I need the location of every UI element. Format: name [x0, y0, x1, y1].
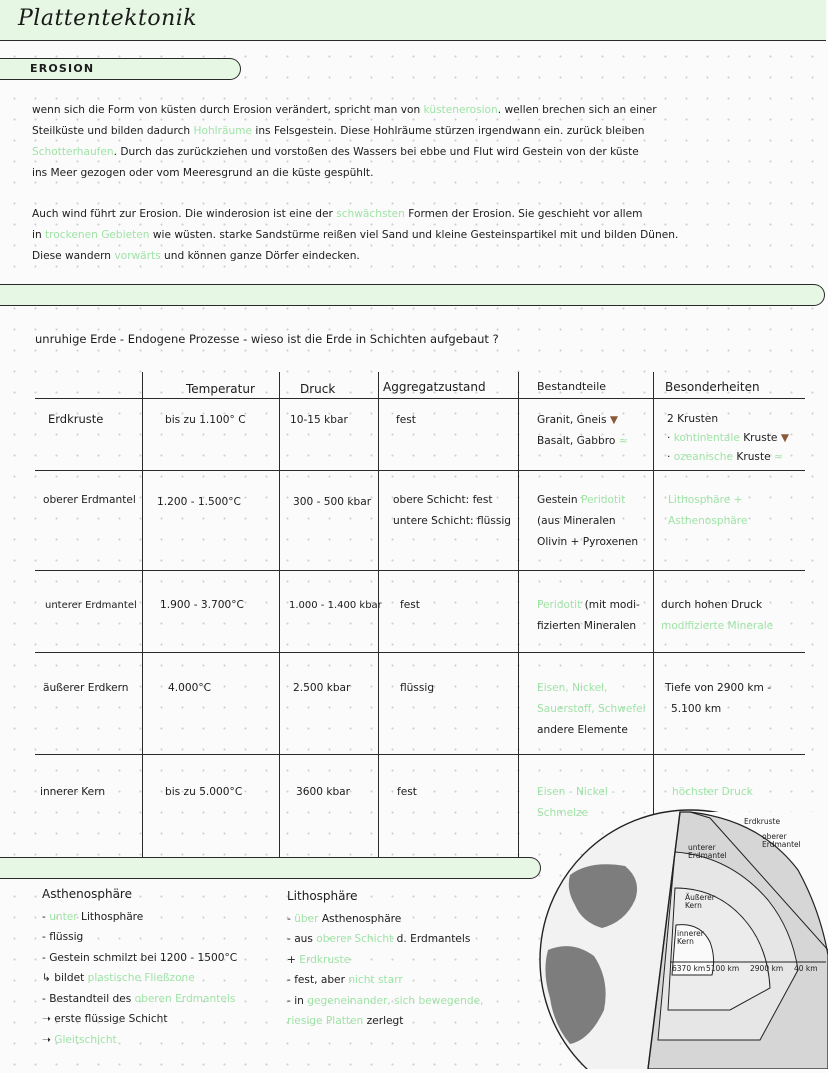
- section-divider-1: [0, 284, 825, 306]
- row-outer-core-temp: 4.000°C: [168, 682, 212, 694]
- label-upper-mantle: oberer Erdmantel: [762, 832, 801, 849]
- row-upper-mantle-special: Lithosphäre + Asthenosphäre: [668, 494, 748, 527]
- wave-icon: ≈: [618, 435, 628, 447]
- row-upper-mantle-state: obere Schicht: fest untere Schicht: flüssig: [393, 494, 512, 527]
- asthenosphere-notes: Asthenosphäre - unter Lithosphäre - flüssig - Gestein schmilzt bei 1200 - 1500°C ↳ bildet plastische Fließzone - Bestandteil des oberen Erdmantels ➝ erste flüssige Schicht ➝ Gleitschicht: [42, 884, 237, 1050]
- label-depth-2900: 2900 km: [750, 964, 784, 973]
- row-crust-temp: bis zu 1.100° C: [165, 414, 246, 426]
- page-title: Plattentektonik: [18, 6, 198, 31]
- row-crust-pressure: 10-15 kbar: [290, 414, 348, 426]
- row-inner-core-special: höchster Druck: [672, 786, 753, 798]
- label-inner-core: innerer Kern: [677, 929, 704, 946]
- label-depth-5100: 5100 km: [706, 964, 740, 973]
- rock-icon: ▼: [609, 414, 619, 426]
- row-outer-core-components: Eisen, Nickel, Sauerstoff, Schwefel andere Elemente: [537, 682, 646, 736]
- erosion-heading: EROSION: [30, 62, 95, 75]
- row-outer-core-state: flüssig: [400, 682, 435, 694]
- row-upper-mantle-components: Gestein Peridotit (aus Mineralen Olivin + Pyroxenen: [537, 494, 639, 548]
- row-crust-components: Granit, Gneis ▼ Basalt, Gabbro ≈: [537, 414, 628, 447]
- row-crust-special: 2 Krusten · kontinentale Kruste ▼ · ozeanische Kruste ≈: [667, 413, 789, 463]
- erosion-heading-bar: [0, 58, 241, 80]
- erosion-paragraph-1: wenn sich die Form von küsten durch Erosion verändert, spricht man von küstenerosion. wellen brechen sich an einer Steilküste und bilden dadurch Hohlräume ins Felsgestein. Diese Hohlräume stürzen irgendwann ein. zurück bleiben Schotterhaufen. Durch das zurückziehen und vorstoßen des Wassers bei ebbe und Flut wird Gestein von der küste ins Meer gezogen oder vom Meeresgrund an die küste gespühlt.: [32, 104, 657, 179]
- label-outer-core: Äußerer Kern: [685, 893, 715, 910]
- label-lower-mantle: unterer Erdmantel: [688, 843, 727, 860]
- row-lower-mantle-state: fest: [400, 599, 420, 611]
- row-crust-layer: Erdkruste: [48, 412, 104, 426]
- header-components: Bestandteile: [537, 380, 607, 393]
- label-depth-6370: 6370 km: [672, 964, 706, 973]
- row-lower-mantle-special: durch hohen Druck modifizierte Minerale: [661, 599, 774, 632]
- earth-layers-diagram: [530, 800, 828, 1069]
- header-special: Besonderheiten: [665, 380, 760, 394]
- header-temperature: Temperatur: [186, 382, 255, 396]
- wave-icon: ≈: [774, 451, 783, 463]
- label-depth-40: 40 km: [794, 964, 818, 973]
- row-outer-core-layer: äußerer Erdkern: [43, 682, 129, 694]
- rock-icon: ▼: [780, 432, 789, 444]
- row-inner-core-layer: innerer Kern: [40, 786, 106, 798]
- header-pressure: Druck: [300, 382, 336, 396]
- section-question: unruhige Erde - Endogene Prozesse - wieso ist die Erde in Schichten aufgebaut ?: [35, 332, 499, 346]
- lithosphere-heading: Lithosphäre: [287, 889, 358, 903]
- row-upper-mantle-pressure: 300 - 500 kbar: [293, 496, 372, 508]
- row-lower-mantle-layer: unterer Erdmantel: [45, 600, 137, 611]
- row-upper-mantle-temp: 1.200 - 1.500°C: [157, 496, 241, 508]
- row-lower-mantle-temp: 1.900 - 3.700°C: [160, 599, 244, 611]
- erosion-paragraph-2: Auch wind führt zur Erosion. Die winderosion ist eine der schwächsten Formen der Erosion. Sie geschieht vor allem in trockenen Gebieten wie wüsten. starke Sandstürme reißen viel Sand und kleine Gesteinspartikel mit und bilden Dünen. Diese wandern vorwärts und können ganze Dörfer eindecken.: [32, 208, 679, 262]
- title-bar: [0, 0, 826, 41]
- row-lower-mantle-pressure: 1.000 - 1.400 kbar: [289, 600, 382, 611]
- row-outer-core-special: Tiefe von 2900 km - 5.100 km: [665, 682, 772, 715]
- row-inner-core-temp: bis zu 5.000°C: [165, 786, 243, 798]
- row-crust-state: fest: [396, 414, 416, 426]
- row-inner-core-pressure: 3600 kbar: [296, 786, 351, 798]
- row-inner-core-components: Eisen - Nickel - Schmelze: [537, 786, 616, 819]
- row-outer-core-pressure: 2.500 kbar: [293, 682, 351, 694]
- header-state: Aggregatzustand: [383, 380, 486, 394]
- row-lower-mantle-components: Peridotit (mit modi- fizierten Mineralen: [537, 599, 640, 632]
- section-divider-2: [0, 857, 541, 879]
- row-upper-mantle-layer: oberer Erdmantel: [43, 494, 136, 506]
- lithosphere-notes: Lithosphäre - über Asthenosphäre - aus oberer Schicht d. Erdmantels + Erdkruste - fest, aber nicht starr - in gegeneinander, sich bewegende, riesige Platten zerlegt: [287, 886, 484, 1032]
- label-crust: Erdkruste: [744, 817, 781, 826]
- row-inner-core-state: fest: [397, 786, 417, 798]
- asthenosphere-heading: Asthenosphäre: [42, 887, 132, 901]
